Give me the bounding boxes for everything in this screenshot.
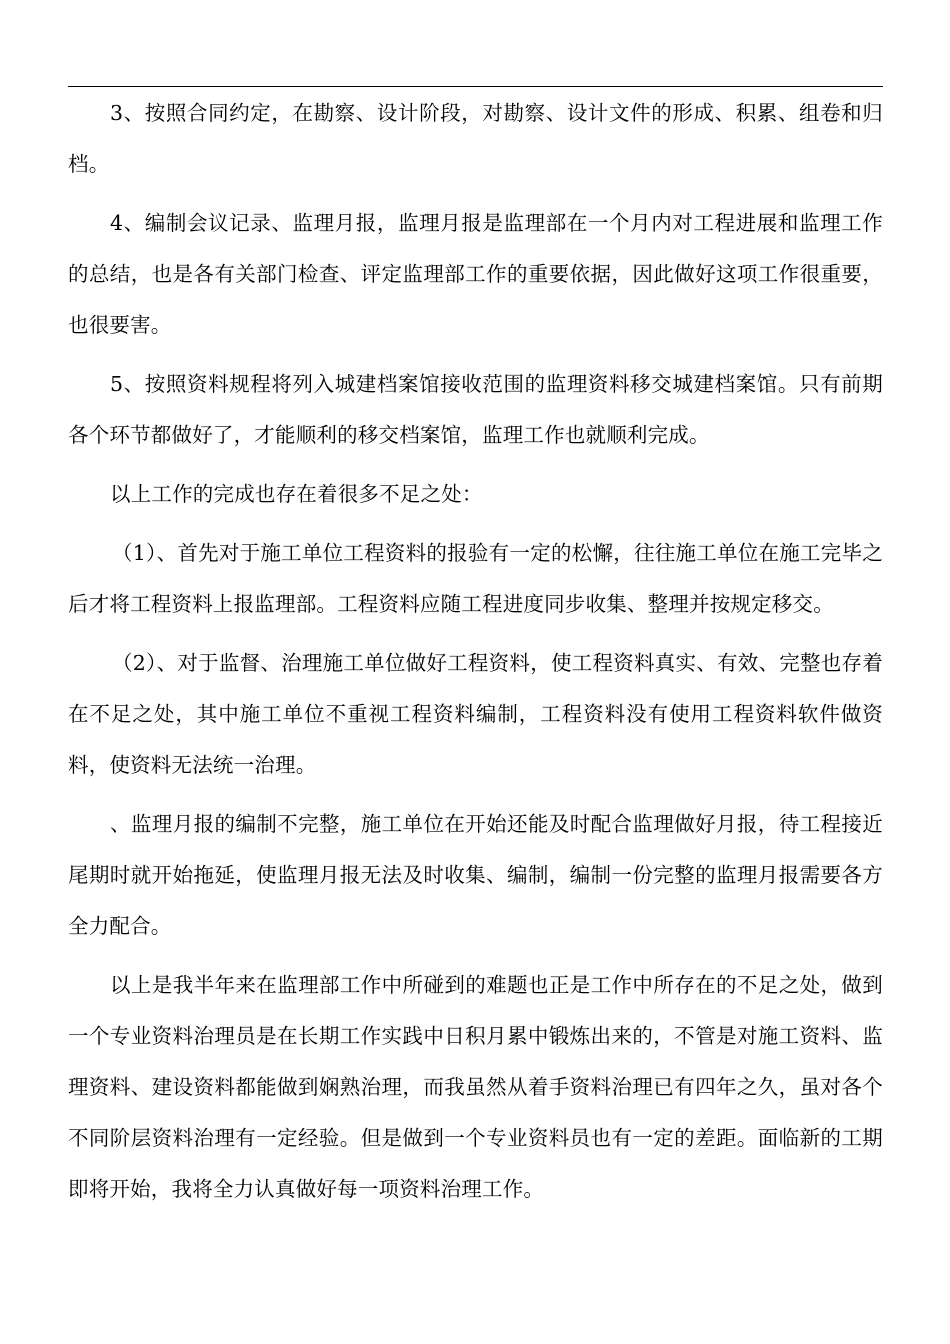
- paragraph-item-3: 3、按照合同约定，在勘察、设计阶段，对勘察、设计文件的形成、积累、组卷和归档。: [68, 101, 883, 176]
- paragraph-shortcoming-3: 、监理月报的编制不完整，施工单位在开始还能及时配合监理做好月报，待工程接近尾期时就开始拖延，使监理月报无法及时收集、编制，编制一份完整的监理月报需要各方全力配合。: [68, 812, 883, 938]
- paragraph-item-5: 5、按照资料规程将列入城建档案馆接收范围的监理资料移交城建档案馆。只有前期各个环节都做好了，才能顺利的移交档案馆，监理工作也就顺利完成。: [68, 372, 883, 447]
- paragraph-shortcoming-2: （2）、对于监督、治理施工单位做好工程资料，使工程资料真实、有效、完整也存着在不足之处，其中施工单位不重视工程资料编制，工程资料没有使用工程资料软件做资料，使资料无法统一治理。: [68, 651, 883, 777]
- document-body: [68, 88, 883, 1223]
- paragraph-item-4: 4、编制会议记录、监理月报，监理月报是监理部在一个月内对工程进展和监理工作的总结，也是各有关部门检查、评定监理部工作的重要依据，因此做好这项工作很重要，也很要害。: [68, 211, 883, 337]
- header-rule: [68, 86, 883, 87]
- paragraph-conclusion: 以上是我半年来在监理部工作中所碰到的难题也正是工作中所存在的不足之处，做到一个专业资料治理员是在长期工作实践中日积月累中锻炼出来的，不管是对施工资料、监理资料、建设资料都能做到娴熟治理，而我虽然从着手资料治理已有四年之久，虽对各个不同阶层资料治理有一定经验。但是做到一个专业资料员也有一定的差距。面临新的工期即将开始，我将全力认真做好每一项资料治理工作。: [68, 973, 883, 1201]
- paragraph-shortcoming-1: （1）、首先对于施工单位工程资料的报验有一定的松懈，往往施工单位在施工完毕之后才将工程资料上报监理部。工程资料应随工程进度同步收集、整理并按规定移交。: [68, 541, 883, 616]
- paragraph-shortcomings-intro: 以上工作的完成也存在着很多不足之处：: [110, 482, 483, 506]
